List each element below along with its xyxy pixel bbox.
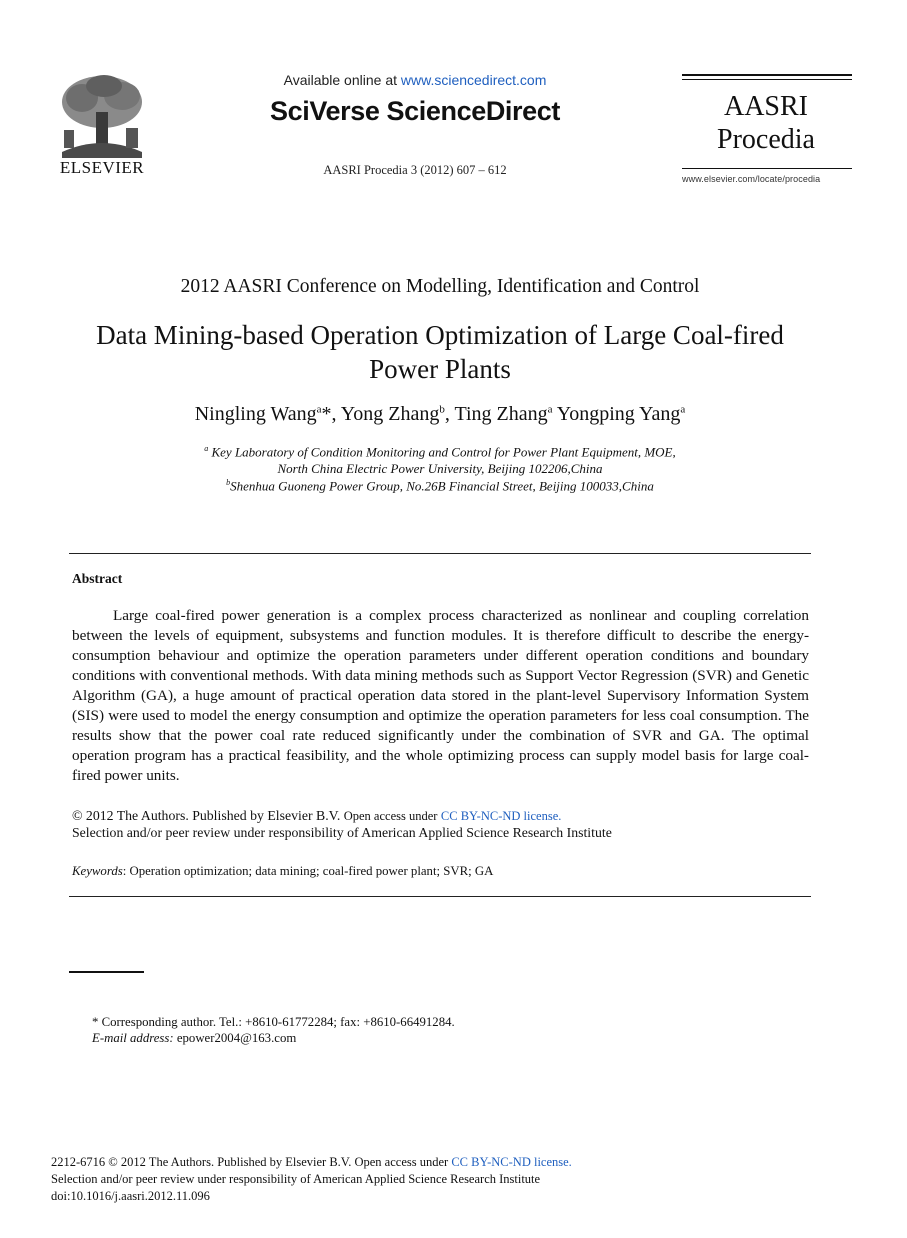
- license-link[interactable]: CC BY-NC-ND license.: [440, 809, 562, 823]
- sciencedirect-link[interactable]: www.sciencedirect.com: [400, 72, 547, 88]
- author-affiliation-mark: a: [316, 403, 322, 416]
- paper-title: [40, 318, 840, 386]
- author-name: Yong Zhang: [340, 403, 440, 425]
- footer-license-link[interactable]: CC BY-NC-ND license.: [451, 1155, 572, 1169]
- affiliation-a-mark: a: [204, 444, 209, 453]
- affiliation-a-text: Key Laboratory of Condition Monitoring and Control for Power Plant Equipment, MOE,: [211, 444, 676, 460]
- author-name: Ting Zhang: [454, 403, 548, 425]
- email-note: [92, 1031, 296, 1046]
- publisher-logo-text: ELSEVIER: [59, 158, 145, 177]
- author-affiliation-mark: b: [439, 403, 445, 416]
- journal-name-line2: Procedia: [717, 124, 815, 155]
- footer-peer-review: Selection and/or peer review under responsibility of American Applied Science Research Institute: [51, 1172, 541, 1186]
- keywords-label: Keywords: [72, 864, 123, 878]
- journal-top-rule: [682, 74, 852, 76]
- author-corresponding-mark: *,: [321, 403, 337, 425]
- journal-reference: AASRI Procedia 3 (2012) 607 – 612: [323, 163, 507, 177]
- author-name: Yongping Yang: [556, 403, 681, 425]
- journal-top-rule-thin: [682, 79, 852, 80]
- peer-review-statement: Selection and/or peer review under responsibility of American Applied Science Research Institute: [72, 825, 612, 840]
- affiliation-b-mark: b: [226, 478, 231, 487]
- paper-title-line1: Data Mining-based Operation Optimization of Large Coal-fired: [96, 320, 784, 350]
- email-address[interactable]: epower2004@163.com: [176, 1031, 297, 1045]
- journal-name-line1: AASRI: [723, 91, 808, 122]
- platform-name: SciVerse ScienceDirect: [270, 96, 560, 126]
- footer-issn-copyright: 2212-6716 © 2012 The Authors. Published by Elsevier B.V.: [51, 1155, 352, 1169]
- corresponding-author-note: * Corresponding author. Tel.: +8610-61772284; fax: +8610-66491284.: [92, 1015, 455, 1029]
- affiliation-a-line2: North China Electric Power University, Beijing 102206,China: [277, 461, 603, 476]
- footer-open-access: Open access under: [354, 1155, 449, 1169]
- tree-icon: [52, 72, 152, 158]
- open-access-text: Open access under: [343, 809, 438, 823]
- abstract-body: Large coal-fired power generation is a complex process characterized as nonlinear and coupling correlation between the levels of equipment, subsystems and function modules. It is therefore difficult to describe the energy-consumption behaviour and optimize the operation parameters under different operation conditions and boundary conditions with conventional methods. With data mining methods such as Support Vector Regression (SVR) and Genetic Algorithm (GA), a huge amount of practical operation data stored in the plant-level Supervisory Information System (SIS) were used to model the energy consumption and optimize the operation parameters for less coal consumption. The results show that the power coal rate reduced significantly under the combination of SVR and GA. The optimal operation program has a practical feasibility, and the whole optimizing process can supply model basis for large coal-fired power units.: [72, 607, 809, 784]
- abstract-bottom-divider: [69, 896, 811, 897]
- available-online-line: [200, 72, 630, 88]
- author-affiliation-mark: a: [547, 403, 553, 416]
- email-label: E-mail address:: [92, 1031, 174, 1045]
- keywords-line: [72, 864, 493, 879]
- affiliation-b-text: Shenhua Guoneng Power Group, No.26B Financial Street, Beijing 100033,China: [230, 478, 654, 494]
- journal-bottom-rule: [682, 168, 852, 169]
- affiliation-b: [0, 478, 880, 494]
- conference-name: 2012 AASRI Conference on Modelling, Identification and Control: [180, 276, 700, 297]
- abstract-top-divider: [69, 553, 811, 554]
- footer-doi[interactable]: doi:10.1016/j.aasri.2012.11.096: [51, 1189, 210, 1203]
- abstract-heading: Abstract: [72, 571, 123, 586]
- journal-name: [682, 90, 850, 156]
- author-separator: ,: [444, 403, 450, 425]
- author-list: [0, 403, 880, 426]
- available-prefix: Available online at: [283, 72, 401, 88]
- abstract-copyright-line: [72, 807, 812, 825]
- author-name: Ningling Wang: [194, 403, 317, 425]
- copyright-text: © 2012 The Authors. Published by Elsevier B.V.: [72, 808, 341, 823]
- author-affiliation-mark: a: [680, 403, 686, 416]
- paper-title-line2: Power Plants: [369, 354, 511, 384]
- affiliation-a-line1: [0, 444, 880, 460]
- footer-copyright-line: [51, 1154, 751, 1170]
- keywords-list: : Operation optimization; data mining; coal-fired power plant; SVR; GA: [122, 864, 494, 878]
- footnote-rule: [69, 971, 144, 973]
- journal-url[interactable]: www.elsevier.com/locate/procedia: [682, 174, 821, 184]
